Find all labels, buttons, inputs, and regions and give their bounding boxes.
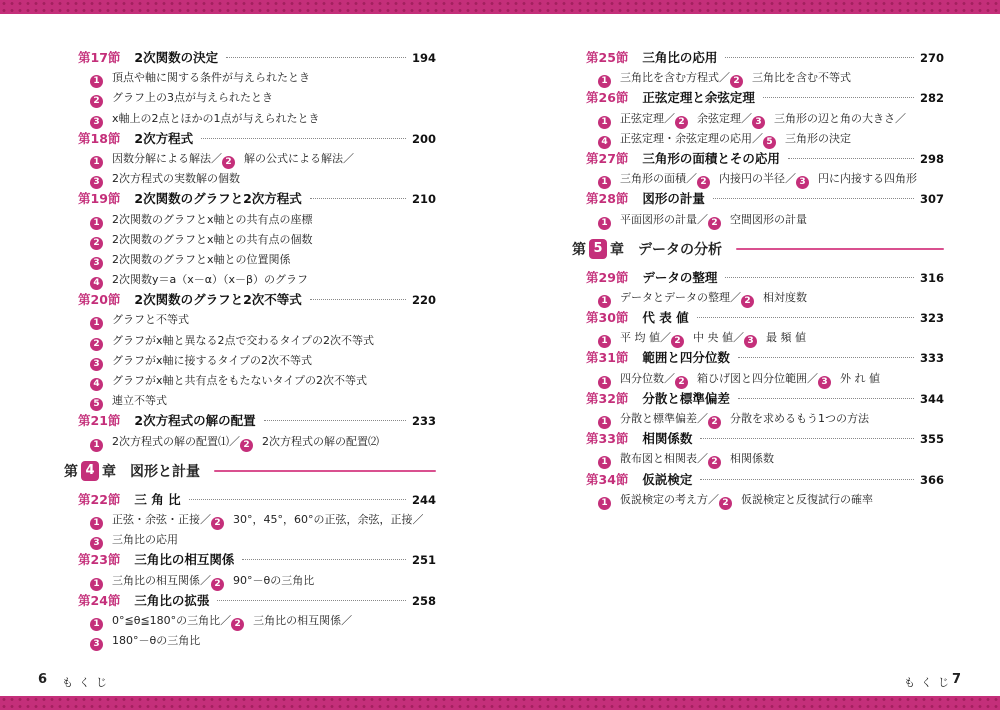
subsection-title: 分散と標準偏差／ [620, 412, 708, 425]
toc-section-entry[interactable] [78, 129, 436, 149]
subsection-title: 三角比の相互関係／ [112, 573, 211, 587]
section-number: 第22節 [78, 491, 121, 507]
toc-subsection-line [78, 611, 436, 631]
subsection-title: グラフがx軸と共有点をもたないタイプの2次不等式 [112, 374, 367, 387]
subsection-title: 平 均 値／ [620, 331, 671, 345]
leader-dots [217, 600, 406, 601]
subsection-number-marker: 1 [90, 618, 103, 631]
toc-subsection-line [586, 369, 944, 389]
chapter-prefix: 第 [64, 463, 78, 480]
subsection-number-marker: 3 [90, 116, 103, 129]
subsection-title: グラフ上の3点が与えられたとき [112, 91, 273, 105]
subsection-number-marker: 2 [671, 335, 684, 348]
toc-subsection-line [78, 169, 436, 189]
subsection-title: 因数分解による解法／ [112, 151, 222, 165]
leader-dots [310, 299, 406, 300]
toc-subsection-line [586, 328, 944, 348]
chapter-suffix: 章 [610, 241, 624, 258]
toc-left-column [64, 48, 436, 651]
toc-section-entry[interactable] [586, 48, 944, 68]
subsection-title: グラフがx軸と異なる2点で交わるタイプの2次不等式 [112, 333, 374, 347]
section-number: 第28節 [586, 191, 629, 207]
toc-subsection-line [78, 68, 436, 88]
section-number: 第19節 [78, 191, 121, 207]
toc-subsection-line [78, 250, 436, 270]
section-number: 第34節 [586, 471, 629, 487]
toc-section-entry[interactable] [586, 389, 944, 409]
toc-subsection-line [78, 109, 436, 129]
toc-subsection-line [78, 230, 436, 250]
chapter-suffix: 章 [102, 463, 116, 480]
section-number: 第25節 [586, 50, 629, 65]
chapter-title: データの分析 [638, 241, 722, 258]
section-title: 三角比の応用 [642, 50, 718, 65]
toc-section-entry[interactable] [78, 411, 436, 431]
section-title: 2次関数のグラフと2次不等式 [134, 292, 302, 308]
subsection-title: 仮説検定と反復試行の確率 [741, 492, 873, 506]
section-page-number: 298 [919, 151, 944, 166]
section-page-number: 194 [411, 51, 436, 65]
toc-subsection-line [78, 432, 436, 452]
subsection-number-marker: 1 [598, 217, 611, 230]
toc-subsection-line [586, 409, 944, 429]
section-page-number: 366 [919, 472, 944, 487]
section-number: 第33節 [586, 431, 629, 447]
chapter-rule [736, 248, 944, 250]
section-page-number: 344 [919, 391, 944, 406]
subsection-title: 正弦定理・余弦定理の応用／ [620, 131, 763, 145]
subsection-number-marker: 1 [598, 456, 611, 469]
section-page-number: 333 [919, 351, 944, 366]
section-page-number: 200 [411, 131, 436, 146]
toc-section-entry[interactable] [78, 490, 436, 510]
section-page-number: 307 [919, 192, 944, 207]
top-decorative-band [0, 0, 1000, 14]
subsection-title: 90°－θの三角比 [233, 573, 315, 587]
toc-subsection-line [78, 149, 436, 169]
subsection-number-marker: 3 [90, 638, 103, 651]
subsection-title: 2次関数のグラフとx軸との位置関係 [112, 252, 291, 266]
subsection-number-marker: 1 [598, 335, 611, 348]
chapter-prefix: 第 [572, 241, 586, 258]
section-title: 相関係数 [642, 431, 693, 447]
toc-subsection-line [586, 449, 944, 469]
toc-subsection-line [586, 169, 944, 189]
subsection-title: 三角比の相互関係／ [253, 613, 353, 627]
subsection-title: 平面図形の計量／ [620, 212, 708, 226]
leader-dots [700, 438, 914, 439]
subsection-number-marker: 3 [752, 116, 765, 129]
toc-section-entry[interactable] [78, 290, 436, 310]
section-page-number: 282 [919, 91, 944, 106]
section-page-number: 251 [411, 553, 436, 568]
subsection-title: 散布図と相関表／ [620, 452, 708, 466]
toc-section-entry[interactable] [586, 348, 944, 368]
chapter-heading [64, 452, 436, 490]
subsection-title: 正弦・余弦・正接／ [112, 512, 211, 526]
right-page-number: 7 [952, 672, 962, 687]
subsection-number-marker: 3 [90, 176, 103, 189]
section-title: 範囲と四分位数 [642, 350, 730, 366]
subsection-number-marker: 1 [90, 217, 103, 230]
subsection-number-marker: 2 [240, 439, 253, 452]
chapter-heading [572, 230, 944, 268]
right-running-head: もくじ [904, 676, 955, 689]
section-page-number: 244 [411, 492, 436, 507]
subsection-number-marker: 1 [598, 295, 611, 308]
subsection-number-marker: 1 [598, 116, 611, 129]
subsection-number-marker: 2 [708, 456, 721, 469]
subsection-title: 2次関数のグラフとx軸との共有点の個数 [112, 232, 313, 246]
leader-dots [242, 559, 406, 560]
subsection-title: 箱ひげ図と四分位範囲／ [697, 371, 818, 385]
section-page-number: 355 [919, 432, 944, 447]
leader-dots [201, 138, 406, 139]
subsection-title: 外 れ 値 [840, 371, 880, 385]
toc-section-entry[interactable] [586, 429, 944, 449]
toc-subsection-line [78, 371, 436, 391]
subsection-title: 四分位数／ [620, 371, 675, 385]
section-number: 第30節 [586, 310, 629, 326]
subsection-number-marker: 2 [708, 217, 721, 230]
section-title: 三角比の拡張 [134, 592, 210, 608]
section-page-number: 316 [919, 270, 944, 285]
left-running-head: もくじ [62, 676, 113, 689]
subsection-title: 最 頻 値 [766, 331, 806, 345]
leader-dots [738, 357, 914, 358]
section-number: 第17節 [78, 50, 121, 65]
section-title: 2次関数の決定 [134, 50, 219, 65]
subsection-number-marker: 3 [90, 537, 103, 550]
toc-section-entry[interactable] [78, 550, 436, 570]
subsection-title: グラフと不等式 [112, 313, 189, 327]
subsection-title: 2次関数のグラフとx軸との共有点の座標 [112, 212, 313, 226]
subsection-title: 三角形の決定 [785, 131, 851, 145]
subsection-title: 180°－θの三角比 [112, 634, 201, 648]
subsection-number-marker: 2 [231, 618, 244, 631]
toc-subsection-line [586, 68, 944, 88]
subsection-title: 三角比の応用 [112, 533, 178, 547]
toc-subsection-line [586, 129, 944, 149]
left-page-number: 6 [38, 672, 48, 687]
subsection-number-marker: 3 [818, 376, 831, 389]
toc-subsection-line [586, 210, 944, 230]
subsection-number-marker: 3 [744, 335, 757, 348]
subsection-number-marker: 1 [598, 416, 611, 429]
subsection-title: 円に内接する四角形 [818, 172, 917, 186]
section-title: 2次方程式の解の配置 [134, 413, 256, 429]
subsection-title: 内接円の半径／ [719, 172, 796, 186]
leader-dots [226, 57, 406, 58]
section-number: 第23節 [78, 552, 121, 568]
subsection-number-marker: 3 [796, 176, 809, 189]
leader-dots [725, 277, 914, 278]
subsection-title: 2次方程式の実数解の個数 [112, 172, 240, 186]
leader-dots [310, 198, 406, 199]
toc-right-column [572, 48, 944, 510]
subsection-number-marker: 2 [741, 295, 754, 308]
subsection-title: 三角形の面積／ [620, 172, 697, 186]
toc-subsection-line [78, 530, 436, 550]
subsection-number-marker: 5 [90, 398, 103, 411]
subsection-number-marker: 2 [697, 176, 710, 189]
leader-dots [700, 479, 914, 480]
toc-subsection-line [78, 571, 436, 591]
subsection-number-marker: 2 [675, 116, 688, 129]
leader-dots [697, 317, 914, 318]
toc-section-entry[interactable] [586, 189, 944, 209]
leader-dots [738, 398, 914, 399]
subsection-title: 解の公式による解法／ [244, 151, 354, 165]
leader-dots [788, 158, 914, 159]
toc-subsection-line [78, 391, 436, 411]
subsection-number-marker: 2 [222, 156, 235, 169]
section-title: 正弦定理と余弦定理 [642, 90, 755, 106]
subsection-title: 三角形の辺と角の大きさ／ [774, 111, 906, 125]
subsection-number-marker: 1 [90, 517, 103, 530]
subsection-title: 余弦定理／ [697, 111, 752, 125]
subsection-title: 正弦定理／ [620, 111, 675, 125]
subsection-title: 相関係数 [730, 452, 774, 466]
chapter-number-badge: 4 [81, 461, 99, 481]
subsection-number-marker: 1 [90, 156, 103, 169]
toc-subsection-line [78, 351, 436, 371]
section-number: 第26節 [586, 90, 629, 106]
leader-dots [763, 97, 914, 98]
section-number: 第27節 [586, 150, 629, 166]
toc-subsection-line [78, 331, 436, 351]
section-number: 第31節 [586, 350, 629, 366]
subsection-number-marker: 1 [90, 439, 103, 452]
subsection-title: 空間図形の計量 [730, 212, 807, 226]
section-title: 仮説検定 [642, 471, 693, 487]
toc-subsection-line [586, 109, 944, 129]
subsection-number-marker: 1 [90, 317, 103, 330]
section-number: 第18節 [78, 130, 121, 146]
toc-subsection-line [78, 88, 436, 108]
subsection-title: x軸上の2点とほかの1点が与えられたとき [112, 111, 320, 125]
leader-dots [189, 499, 406, 500]
toc-subsection-line [78, 310, 436, 330]
subsection-number-marker: 2 [90, 338, 103, 351]
subsection-number-marker: 1 [598, 75, 611, 88]
subsection-title: 連立不等式 [112, 394, 167, 408]
section-page-number: 270 [919, 51, 944, 65]
section-title: 三角形の面積とその応用 [642, 150, 780, 166]
section-title: 分散と標準偏差 [642, 390, 730, 406]
subsection-title: 相対度数 [763, 290, 807, 304]
subsection-title: 仮説検定の考え方／ [620, 492, 719, 506]
toc-section-entry[interactable] [586, 88, 944, 108]
section-title: 2次関数のグラフと2次方程式 [134, 191, 302, 207]
subsection-number-marker: 2 [90, 237, 103, 250]
subsection-number-marker: 4 [598, 136, 611, 149]
subsection-number-marker: 2 [708, 416, 721, 429]
leader-dots [725, 57, 914, 58]
subsection-title: 分散を求めるもう1つの方法 [730, 412, 869, 425]
section-number: 第32節 [586, 390, 629, 406]
section-title: 三 角 比 [134, 491, 181, 507]
chapter-number-badge: 5 [589, 239, 607, 259]
toc-section-entry[interactable] [586, 470, 944, 490]
subsection-number-marker: 1 [90, 75, 103, 88]
section-title: 代 表 値 [642, 310, 689, 326]
toc-section-entry[interactable] [78, 591, 436, 611]
toc-subsection-line [586, 490, 944, 510]
subsection-title: 三角比を含む方程式／ [620, 71, 730, 85]
subsection-title: 2次関数y＝a（x－α）（x－β）のグラフ [112, 273, 309, 287]
toc-subsection-line [78, 210, 436, 230]
section-title: 三角比の相互関係 [134, 552, 235, 568]
subsection-title: 0°≦θ≦180°の三角比／ [112, 613, 232, 627]
subsection-number-marker: 1 [90, 578, 103, 591]
toc-subsection-line [78, 270, 436, 290]
subsection-number-marker: 2 [730, 75, 743, 88]
toc-subsection-line [78, 510, 436, 530]
toc-section-entry[interactable] [78, 189, 436, 209]
subsection-number-marker: 3 [90, 257, 103, 270]
subsection-number-marker: 2 [719, 497, 732, 510]
subsection-number-marker: 1 [598, 376, 611, 389]
section-number: 第29節 [586, 269, 629, 285]
subsection-title: 三角比を含む不等式 [752, 71, 851, 85]
subsection-number-marker: 3 [90, 358, 103, 371]
subsection-title: 30°，45°，60°の正弦，余弦，正接／ [233, 512, 424, 526]
chapter-title: 図形と計量 [130, 463, 200, 480]
toc-section-entry[interactable] [586, 149, 944, 169]
section-title: 図形の計量 [642, 191, 705, 207]
section-page-number: 258 [411, 593, 436, 608]
subsection-title: データとデータの整理／ [620, 290, 741, 304]
section-title: データの整理 [642, 269, 718, 285]
toc-section-entry[interactable] [586, 268, 944, 288]
subsection-number-marker: 2 [90, 95, 103, 108]
subsection-number-marker: 1 [598, 497, 611, 510]
subsection-title: 2次方程式の解の配置⑵ [262, 434, 379, 448]
subsection-title: 中 央 値／ [693, 331, 744, 345]
toc-subsection-line [586, 288, 944, 308]
subsection-number-marker: 1 [598, 176, 611, 189]
section-number: 第21節 [78, 413, 121, 429]
toc-section-entry[interactable] [586, 308, 944, 328]
subsection-number-marker: 2 [211, 517, 224, 530]
section-number: 第20節 [78, 292, 121, 308]
leader-dots [713, 198, 914, 199]
subsection-number-marker: 4 [90, 378, 103, 391]
section-page-number: 323 [919, 311, 944, 326]
subsection-number-marker: 4 [90, 277, 103, 290]
section-page-number: 233 [411, 414, 436, 429]
subsection-number-marker: 2 [675, 376, 688, 389]
section-number: 第24節 [78, 592, 121, 608]
subsection-number-marker: 5 [763, 136, 776, 149]
toc-section-entry[interactable] [78, 48, 436, 68]
chapter-rule [214, 470, 436, 472]
section-page-number: 220 [411, 293, 436, 308]
subsection-title: グラフがx軸に接するタイプの2次不等式 [112, 353, 312, 367]
subsection-title: 2次方程式の解の配置⑴／ [112, 434, 240, 448]
subsection-number-marker: 2 [211, 578, 224, 591]
section-page-number: 210 [411, 192, 436, 207]
bottom-decorative-band [0, 696, 1000, 710]
subsection-title: 頂点や軸に関する条件が与えられたとき [112, 71, 310, 85]
toc-subsection-line [78, 631, 436, 651]
section-title: 2次方程式 [134, 130, 194, 146]
leader-dots [264, 420, 406, 421]
